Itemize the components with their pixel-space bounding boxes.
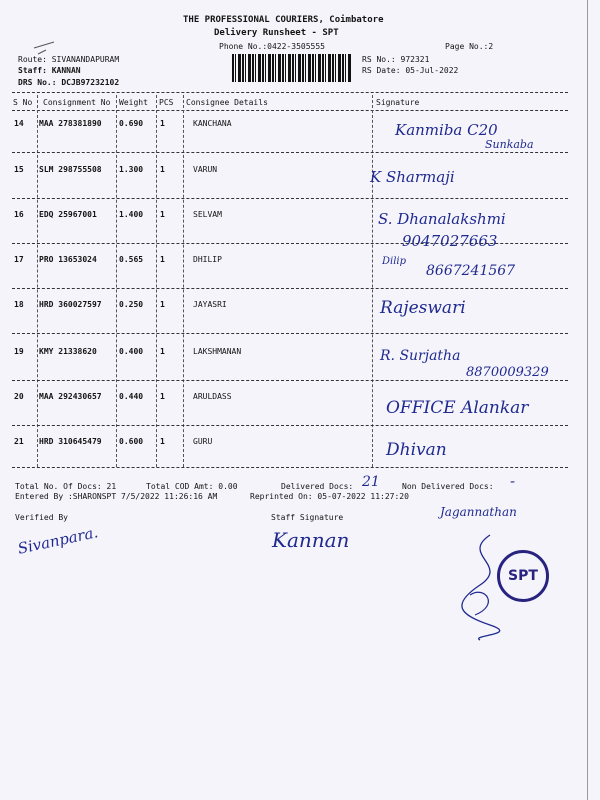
row-weight: 0.440 bbox=[119, 392, 144, 401]
row-consignment: MAA 292430657 bbox=[39, 392, 102, 401]
signature-row-21: Dhivan bbox=[386, 440, 447, 460]
signature-row-14: Kanmiba C20 bbox=[395, 121, 498, 139]
entered-by: Entered By :SHARONSPT 7/5/2022 11:26:16 AM bbox=[15, 492, 218, 501]
row-consignment: KMY 21338620 bbox=[39, 347, 97, 356]
signature-row-14-note: Sunkaba bbox=[485, 138, 534, 151]
scribble-stroke bbox=[470, 592, 488, 615]
row-consignment: HRD 310645479 bbox=[39, 437, 102, 446]
row-consignee: JAYASRI bbox=[193, 300, 227, 309]
row-sno: 18 bbox=[14, 300, 24, 309]
row-pcs: 1 bbox=[160, 255, 165, 264]
spt-stamp: SPT bbox=[497, 550, 549, 602]
row-sno: 14 bbox=[14, 119, 24, 128]
row-weight: 0.400 bbox=[119, 347, 144, 356]
drs-number: DRS No.: DCJB97232102 bbox=[18, 78, 120, 87]
row-rule bbox=[12, 152, 568, 153]
row-pcs: 1 bbox=[160, 437, 165, 446]
verified-by-label: Verified By bbox=[15, 513, 68, 522]
total-cod: Total COD Amt: 0.00 bbox=[146, 482, 238, 491]
row-pcs: 1 bbox=[160, 300, 165, 309]
signature-row-16-phone: 9047027663 bbox=[402, 232, 498, 250]
col-weight: Weight bbox=[119, 98, 148, 107]
table-top-rule bbox=[12, 92, 568, 93]
staff-signature-label: Staff Signature bbox=[271, 513, 344, 522]
row-weight: 0.600 bbox=[119, 437, 144, 446]
staff-signature: Kannan bbox=[272, 528, 350, 552]
document-title: Delivery Runsheet - SPT bbox=[214, 28, 339, 38]
row-rule bbox=[12, 198, 568, 199]
col-consignee: Consignee Details bbox=[186, 98, 268, 107]
row-consignment: HRD 360027597 bbox=[39, 300, 102, 309]
row-sno: 17 bbox=[14, 255, 24, 264]
row-weight: 0.690 bbox=[119, 119, 144, 128]
bottom-right-signature: Jagannathan bbox=[440, 505, 517, 519]
col-signature: Signature bbox=[376, 98, 420, 107]
row-consignee: KANCHANA bbox=[193, 119, 232, 128]
row-pcs: 1 bbox=[160, 119, 165, 128]
page-edge-line bbox=[587, 0, 588, 800]
col-divider bbox=[372, 95, 373, 467]
row-sno: 20 bbox=[14, 392, 24, 401]
signature-row-19-phone: 8870009329 bbox=[466, 365, 549, 380]
row-weight: 0.250 bbox=[119, 300, 144, 309]
col-divider bbox=[37, 95, 38, 467]
signature-row-18: Rajeswari bbox=[380, 298, 466, 318]
row-consignee: SELVAM bbox=[193, 210, 222, 219]
row-consignee: DHILIP bbox=[193, 255, 222, 264]
col-consignment: Consignment No bbox=[43, 98, 111, 107]
signature-row-16: S. Dhanalakshmi bbox=[378, 210, 506, 228]
non-delivered-docs-label: Non Delivered Docs: bbox=[402, 482, 494, 491]
row-pcs: 1 bbox=[160, 165, 165, 174]
row-consignee: ARULDASS bbox=[193, 392, 232, 401]
page-number: Page No.:2 bbox=[445, 42, 494, 51]
row-consignee: GURU bbox=[193, 437, 213, 446]
barcode bbox=[232, 54, 352, 82]
col-divider bbox=[116, 95, 117, 467]
row-sno: 15 bbox=[14, 165, 24, 174]
row-consignee: VARUN bbox=[193, 165, 218, 174]
row-weight: 1.400 bbox=[119, 210, 144, 219]
row-sno: 16 bbox=[14, 210, 24, 219]
signature-row-17: Dilip bbox=[382, 256, 407, 267]
signature-row-20: OFFICE Alankar bbox=[386, 398, 529, 418]
col-divider bbox=[183, 95, 184, 467]
signature-row-15: K Sharmaji bbox=[370, 168, 455, 186]
row-weight: 0.565 bbox=[119, 255, 144, 264]
delivered-docs-label: Delivered Docs: bbox=[281, 482, 354, 491]
row-sno: 19 bbox=[14, 347, 24, 356]
reprinted-on: Reprinted On: 05-07-2022 11:27:20 bbox=[250, 492, 409, 501]
scribble-stroke bbox=[462, 535, 500, 640]
staff-name: Staff: KANNAN bbox=[18, 66, 81, 75]
company-name: THE PROFESSIONAL COURIERS, Coimbatore bbox=[183, 15, 384, 25]
row-consignment: SLM 298755508 bbox=[39, 165, 102, 174]
row-consignee: LAKSHMANAN bbox=[193, 347, 242, 356]
col-pcs: PCS bbox=[159, 98, 174, 107]
rs-date: RS Date: 05-Jul-2022 bbox=[362, 66, 459, 75]
row-sno: 21 bbox=[14, 437, 24, 446]
phone-number: Phone No.:0422-3505555 bbox=[219, 42, 325, 51]
row-pcs: 1 bbox=[160, 392, 165, 401]
non-delivered-docs-handwritten: - bbox=[510, 472, 516, 490]
table-header-rule bbox=[12, 110, 568, 111]
col-sno: S No bbox=[13, 98, 33, 107]
row-weight: 1.300 bbox=[119, 165, 144, 174]
row-consignment: EDQ 25967001 bbox=[39, 210, 97, 219]
total-docs: Total No. Of Docs: 21 bbox=[15, 482, 117, 491]
margin-mark-stroke bbox=[34, 42, 54, 54]
row-rule bbox=[12, 425, 568, 426]
row-rule bbox=[12, 333, 568, 334]
row-pcs: 1 bbox=[160, 210, 165, 219]
col-divider bbox=[156, 95, 157, 467]
margin-mark bbox=[32, 36, 56, 58]
row-consignment: MAA 278381890 bbox=[39, 119, 102, 128]
route: Route: SIVANANDAPURAM bbox=[18, 55, 120, 64]
verified-by-signature: Sivanpara. bbox=[16, 523, 100, 558]
delivered-docs-handwritten: 21 bbox=[362, 474, 380, 490]
row-rule bbox=[12, 288, 568, 289]
rs-number: RS No.: 972321 bbox=[362, 55, 430, 64]
row-rule bbox=[12, 380, 568, 381]
row-consignment: PRO 13653024 bbox=[39, 255, 97, 264]
signature-row-19: R. Surjatha bbox=[380, 348, 461, 364]
signature-row-17-phone: 8667241567 bbox=[426, 263, 516, 279]
table-bottom-rule bbox=[12, 467, 568, 468]
row-pcs: 1 bbox=[160, 347, 165, 356]
